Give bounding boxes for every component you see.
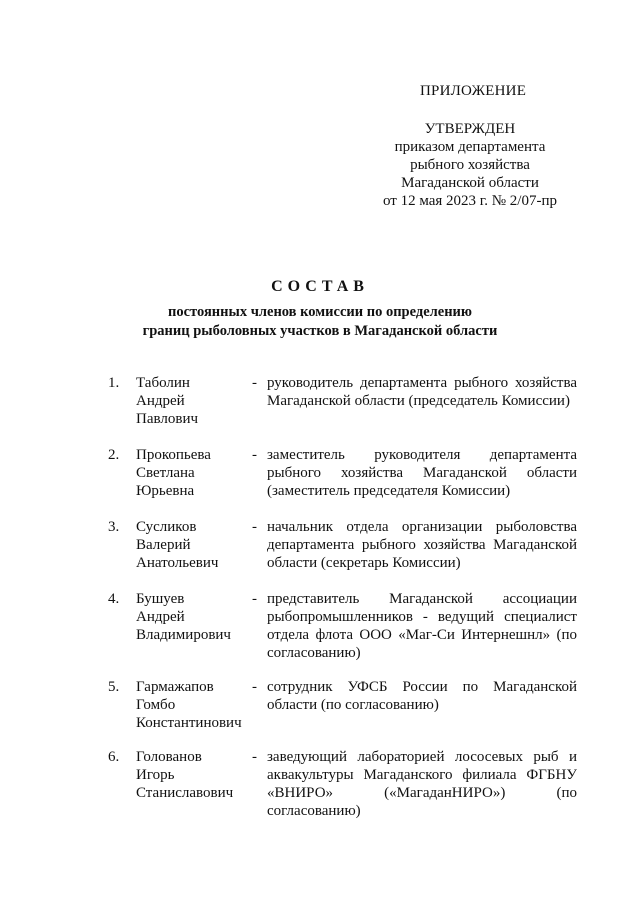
name-line: Голованов [136,749,202,765]
approval-line: Магаданской области [401,175,539,191]
member-name [136,590,256,644]
member-dash: - [252,679,257,695]
name-line: Валерий [136,537,191,553]
approval-block [360,120,580,210]
approval-line: приказом департамента [394,139,546,155]
approval-line: от 12 мая 2023 г. № 2/07-пр [382,193,558,209]
members-list [108,374,580,820]
member-dash: - [252,519,257,535]
approval-line: УТВЕРЖДЕН [424,121,516,137]
name-line: Бушуев [136,591,185,607]
member-name [136,518,256,572]
member-dash: - [252,591,257,607]
name-line: Андрей [136,609,185,625]
member-role: представитель Магаданской ассоциации рыбопромышленников - ведущий специалист отдела флота ООО «Маг-Си Интернешнл» (по согласованию) [267,591,577,661]
name-line: Павлович [136,411,199,427]
member-number: 4. [108,591,120,607]
member-dash: - [252,749,257,765]
name-line: Гармажапов [136,679,214,695]
approval-line: рыбного хозяйства [410,157,530,173]
member-role: руководитель департамента рыбного хозяйства Магаданской области (председатель Комиссии) [267,375,577,409]
member-name [136,748,256,802]
subtitle-line: постоянных членов комиссии по определению [168,304,472,320]
list-item [108,748,580,820]
name-line: Андрей [136,393,185,409]
member-name [136,374,256,428]
member-role: заведующий лабораторией лососевых рыб и аквакультуры Магаданского филиала ФГБНУ «ВНИРО» («МагаданНИРО») (по согласованию) [267,749,577,819]
name-line: Прокопьева [136,447,211,463]
list-item [108,590,580,678]
member-dash: - [252,447,257,463]
member-role: заместитель руководителя департамента рыбного хозяйства Магаданской области (заместитель председателя Комиссии) [267,447,577,499]
member-number: 2. [108,447,120,463]
member-number: 6. [108,749,120,765]
member-role: сотрудник УФСБ России по Магаданской области (по согласованию) [267,679,577,713]
document-title: СОСТАВ [271,278,369,295]
appendix-label: ПРИЛОЖЕНИЕ [420,83,527,99]
member-number: 1. [108,375,120,391]
member-number: 5. [108,679,120,695]
name-line: Игорь [136,767,175,783]
member-name [136,446,256,500]
subtitle-line: границ рыболовных участков в Магаданской области [142,323,498,339]
list-item [108,678,580,748]
name-line: Сусликов [136,519,197,535]
list-item [108,446,580,518]
name-line: Константинович [136,715,242,731]
member-number: 3. [108,519,120,535]
document-subtitle [0,303,640,341]
member-role: начальник отдела организации рыболовства департамента рыбного хозяйства Магаданской области (секретарь Комиссии) [267,519,577,571]
name-line: Светлана [136,465,195,481]
name-line: Станиславович [136,785,234,801]
name-line: Владимирович [136,627,231,643]
name-line: Юрьевна [136,483,195,499]
name-line: Анатольевич [136,555,219,571]
name-line: Таболин [136,375,190,391]
member-dash: - [252,375,257,391]
member-name [136,678,256,732]
name-line: Гомбо [136,697,176,713]
list-item [108,374,580,446]
list-item [108,518,580,590]
